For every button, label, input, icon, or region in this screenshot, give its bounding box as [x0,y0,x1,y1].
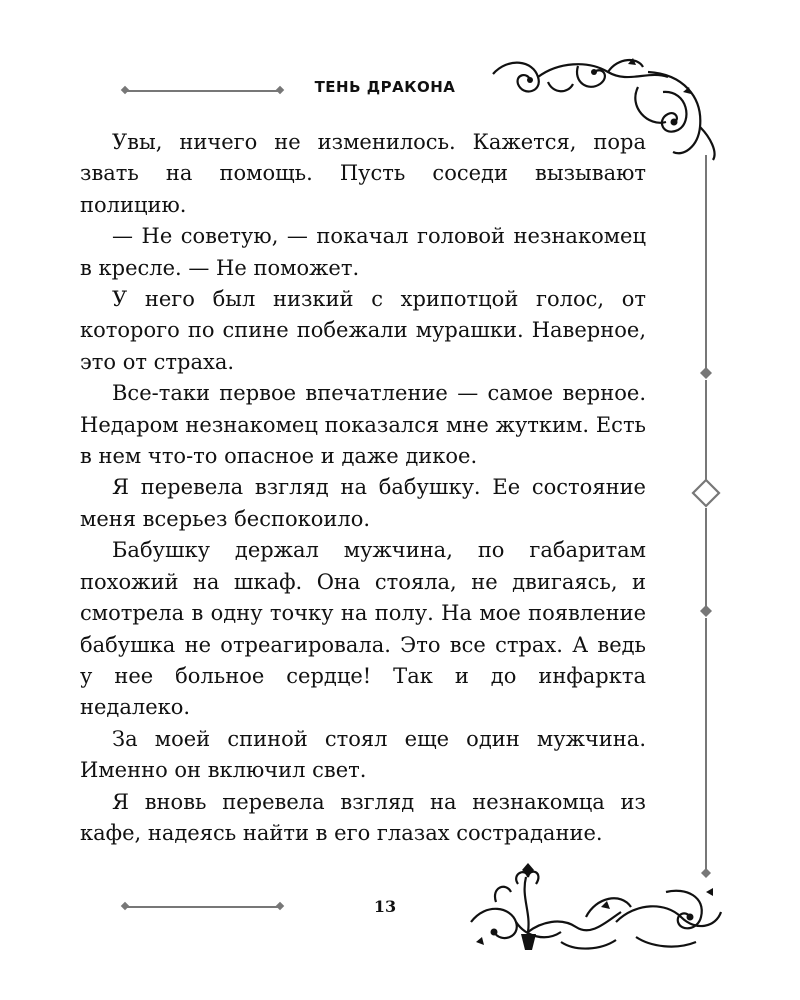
diamond-outline-icon [691,478,721,508]
side-rule-lower-mid [705,508,707,606]
side-rule-top [705,155,707,370]
floral-flourish-icon [466,862,726,954]
paragraph: Бабушку держал мужчина, по габаритам похожий на шкаф. Она стояла, не двигаясь, и смотрела в одну точку на полу. На мое появление бабушка не отреагировала. Это все страх. А ведь у нее больное сердце! Так и до инфаркта недалеко. [80,538,646,720]
diamond-icon [700,367,712,379]
paragraph: У него был низкий с хрипотцой голос, от которого по спине побежали мурашки. Наверное, это от страха. [80,287,646,374]
paragraph: Я перевела взгляд на бабушку. Ее состояние меня всерьез беспокоило. [80,475,646,531]
page-number: 13 [373,897,397,916]
paragraph: Я вновь перевела взгляд на незнакомца из кафе, надеясь найти в его глазах сострадание. [80,789,646,845]
page-body [80,127,646,849]
paragraph: Все-таки первое впечатление — самое верное. Недаром незнакомец показался мне жутким. Есть в нем что-то опасное и даже дикое. [80,381,646,469]
diamond-icon [700,605,712,617]
side-rule-bottom [705,618,707,873]
paragraph: — Не советую, — покачал головой незнакомец в кресле. — Не поможет. [80,224,646,280]
side-rule-upper-mid [705,380,707,480]
footer-rule [125,906,280,908]
running-head-title: ТЕНЬ ДРАКОНА [314,78,456,96]
paragraph: Увы, ничего не изменилось. Кажется, пора звать на помощь. Пусть соседи вызывают полицию. [80,130,646,217]
header-rule [125,90,280,92]
paragraph: За моей спиной стоял еще один мужчина. Именно он включил свет. [80,726,646,783]
